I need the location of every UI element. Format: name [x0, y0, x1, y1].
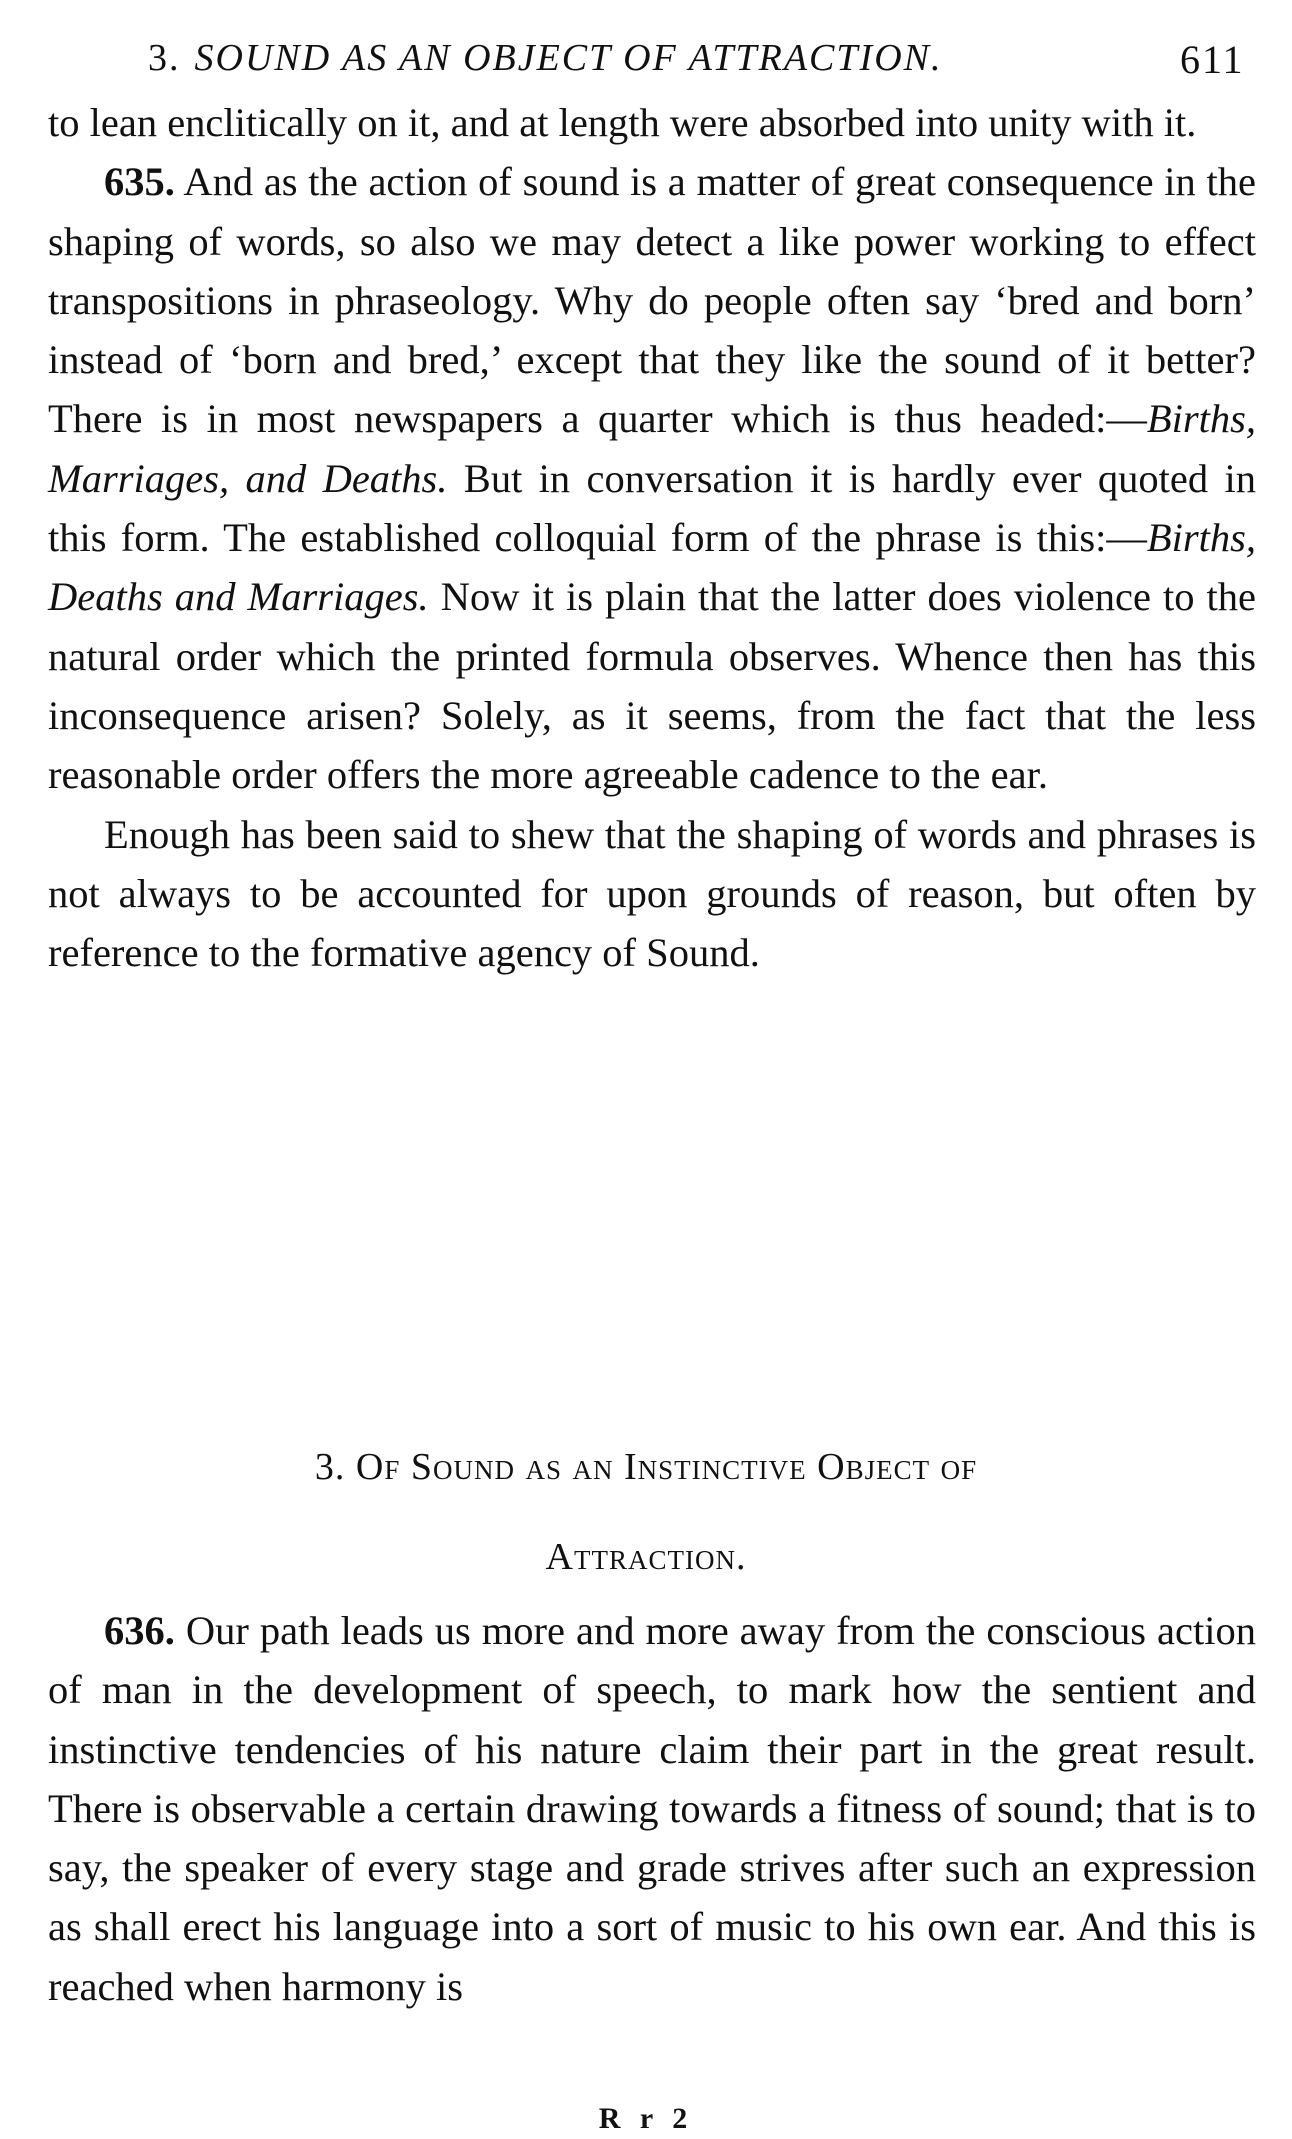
running-head: [0, 28, 1292, 88]
paragraph-635-end-text: Now it is plain that the latter does violence to the natural order which the printed formula observes. Whence then has this inconsequence arisen? Solely, as it seems, from the fact that the less reasonable order offers the more agreeable cadence to the ear.: [48, 574, 1256, 798]
paragraph-636: [48, 1601, 1256, 2016]
running-title: [148, 36, 942, 80]
signature-mark: R r 2: [598, 2102, 694, 2135]
paragraph-635-italic-phrase-2: Births, Deaths and Marriages.: [48, 515, 1256, 620]
section-heading-line-2: Attraction.: [545, 1536, 747, 1578]
paragraph-635-text: And as the action of sound is a matter of great consequence in the shaping of words, so also we may detect a like power working to effect transpositions in phraseology. Why do people often say ‘bred and born’ instead of ‘born and bred,’ except that they like the sound of it better? There is in most newspapers a quarter which is thus headed:—: [48, 159, 1256, 442]
running-section-number: 3.: [148, 37, 181, 79]
paragraph-number-635: 635.: [104, 159, 175, 205]
page-number: 611: [1180, 37, 1245, 82]
section-heading: [0, 1422, 1292, 1602]
text-block-lower: [48, 1601, 1256, 2016]
paragraph-636-text: Our path leads us more and more away from the conscious action of man in the development of speech, to mark how the sentient and instinctive tendencies of his nature claim their part in the great result. There is observable a certain drawing towards a fitness of sound; that is to say, the speaker of every stage and grade strives after such an expression as shall erect his language into a sort of music to his own ear. And this is reached when harmony is: [48, 1608, 1256, 2009]
text-block-upper: [48, 93, 1256, 982]
paragraph-635: [48, 152, 1256, 804]
paragraph-635-italic-phrase-1: Births, Marriages, and Deaths.: [48, 396, 1256, 501]
summary-paragraph: Enough has been said to shew that the shaping of words and phrases is not always to be accounted for upon grounds of reason, but often by reference to the formative agency of Sound.: [48, 811, 1256, 976]
continuation-paragraph: to lean enclitically on it, and at length were absorbed into unity with it.: [48, 100, 1197, 145]
paragraph-635-mid-text: But in conversation it is hardly ever quoted in this form. The established colloquial form of the phrase is this:—: [48, 455, 1256, 561]
section-heading-line-1: 3. Of Sound as an Instinctive Object of: [314, 1446, 978, 1488]
running-title-text: SOUND AS AN OBJECT OF ATTRACTION.: [194, 37, 943, 79]
paragraph-number-636: 636.: [104, 1608, 175, 1653]
